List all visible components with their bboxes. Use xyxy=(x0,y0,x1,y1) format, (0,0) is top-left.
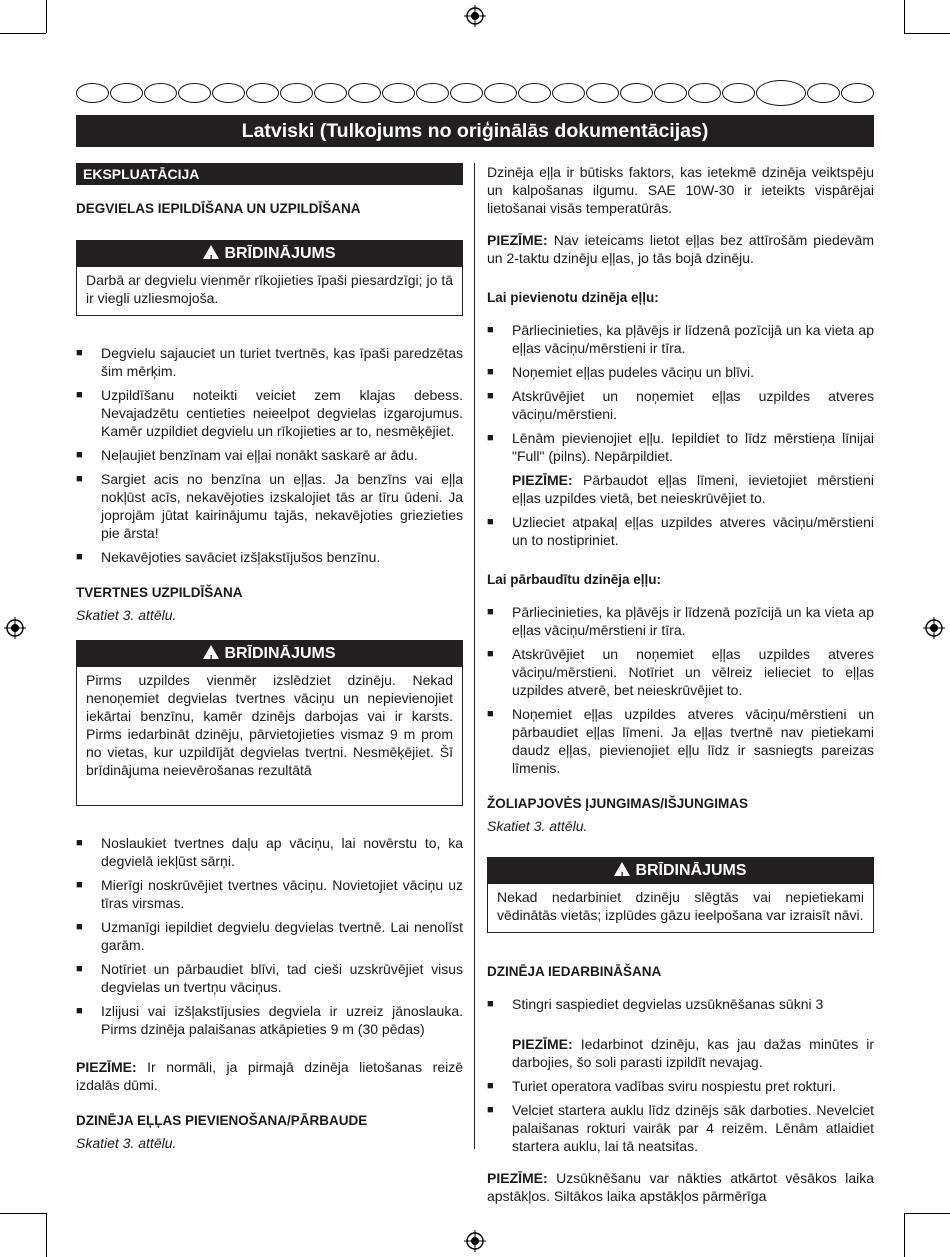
list-item: ■ Notīriet un pārbaudiet blīvi, tad cieši uzskrūvējiet visus degvielas un tvertņu vāciņus. xyxy=(76,960,463,996)
subheading: ŽOLIAPJOVĖS ĮJUNGIMAS/IŠJUNGIMAS xyxy=(487,796,749,811)
note xyxy=(512,471,874,507)
note-text: Nav ieteicams lietot eļļas bez attīrošām piedevām un 2-taktu dzinēju eļļas, jo tās bojā dzinēju. xyxy=(487,232,874,266)
list-item: ■ Nekavējoties savāciet izšļakstījušos benzīnu. xyxy=(76,548,463,566)
list-item: ■ Noņemiet eļļas uzpildes atveres vāciņu/mērstieni un pārbaudiet eļļas līmeni. Ja eļļas tvertnē nav pietiekami daudz eļļas, pievienojiet eļļu līdz ir sasniegts pareizas līmenis. xyxy=(487,705,874,777)
right-column xyxy=(487,163,874,1219)
subheading: TVERTNES UZPILDĪŠANA xyxy=(76,585,243,600)
language-tabs xyxy=(76,81,874,105)
list-item: ■ Mierīgi noskrūvējiet tvertnes vāciņu. Novietojiet vāciņu uz tīras virsmas. xyxy=(76,876,463,912)
bullet-list xyxy=(487,603,874,777)
language-tab xyxy=(518,83,551,103)
language-tab xyxy=(76,83,109,103)
note xyxy=(487,231,874,267)
warning-box xyxy=(76,240,463,316)
crop-mark xyxy=(46,1213,47,1257)
warning-icon xyxy=(203,645,219,659)
list-item: ■ Pārliecinieties, ka pļāvējs ir līdzenā pozīcijā un ka vieta ap eļļas vāciņu/mērstieni ir tīra. xyxy=(487,321,874,357)
crop-mark xyxy=(0,1213,46,1214)
language-tab xyxy=(688,83,721,103)
crop-mark xyxy=(904,0,905,33)
section-heading: EKSPLUATĀCIJA xyxy=(76,163,463,185)
language-tab xyxy=(280,83,313,103)
list-item: ■ Uzmanīgi iepildiet degvielu degvielas tvertnē. Lai nenolīst garām. xyxy=(76,918,463,954)
crop-mark xyxy=(0,33,46,34)
list-item: ■ Atskrūvējiet un noņemiet eļļas uzpildes atveres vāciņu/mērstieni. Notīriet un vēlreiz ielieciet to eļļas uzpildes atverē, bet neieskrūvējiet to. xyxy=(487,645,874,699)
crop-mark xyxy=(904,1213,950,1214)
warning-label: BRĪDINĀJUMS xyxy=(224,645,336,662)
left-column xyxy=(76,163,463,1168)
note-label: PIEZĪME: xyxy=(487,1170,548,1186)
list-item: ■ Degvielu sajauciet un turiet tvertnēs, kas īpaši paredzētas šim mērķim. xyxy=(76,344,463,380)
warning-header xyxy=(488,858,873,884)
language-tab xyxy=(246,83,279,103)
language-tab xyxy=(314,83,347,103)
note-label: PIEZĪME: xyxy=(76,1059,137,1075)
list-item: ■ Sargiet acis no benzīna un eļļas. Ja benzīns vai eļļa nokļūst acīs, nekavējoties izskalojiet tās ar tīru ūdeni. Ja joprojām jūtat kairinājumu tajās, nekavējoties griezieties pie ārsta! xyxy=(76,470,463,542)
language-tab xyxy=(552,83,585,103)
registration-mark-icon xyxy=(4,617,26,639)
bullet-list xyxy=(76,834,463,1038)
figure-reference: Skatiet 3. attēlu. xyxy=(76,607,177,623)
page-title: Latviski (Tulkojums no oriģinālās dokumentācijas) xyxy=(76,115,874,147)
figure-reference: Skatiet 3. attēlu. xyxy=(487,818,588,834)
warning-icon xyxy=(614,862,630,876)
note-text: Pārbaudot eļļas līmeni, ievietojiet mērstieni eļļas uzpildes vietā, bet neieskrūvējiet to. xyxy=(512,472,874,506)
list-item-text: Lēnām pievienojiet eļļu. Iepildiet to līdz mērstieņa līnijai "Full" (pilns). Nepārpildiet. xyxy=(512,430,874,464)
warning-text: Darbā ar degvielu vienmēr rīkojieties īpaši piesardzīgi; jo tā ir viegli uzliesmojoša. xyxy=(86,272,453,306)
list-item: ■ Noņemiet eļļas pudeles vāciņu un blīvi. xyxy=(487,363,874,381)
subheading: Lai pārbaudītu dzinēja eļļu: xyxy=(487,572,662,587)
bullet-list xyxy=(487,995,874,1155)
language-tab xyxy=(348,83,381,103)
warning-icon xyxy=(203,245,219,259)
language-tab xyxy=(144,83,177,103)
warning-header xyxy=(77,641,462,667)
list-item: ■ Turiet operatora vadības sviru nospiestu pret rokturi. xyxy=(487,1077,874,1095)
language-tab xyxy=(586,83,619,103)
language-tab xyxy=(178,83,211,103)
language-tab xyxy=(382,83,415,103)
note xyxy=(76,1058,463,1094)
crop-mark xyxy=(904,1213,905,1257)
language-tab xyxy=(807,83,840,103)
warning-header xyxy=(77,241,462,267)
list-item: ■ Uzpildīšanu noteikti veiciet zem klajas debess. Nevajadzētu centieties neieelpot degvielas izgarojumus. Kamēr uzpildiet degvielu un rīkojieties ar to, nesmēķējiet. xyxy=(76,386,463,440)
language-tab xyxy=(620,83,653,103)
paragraph: Dzinēja eļļa ir būtisks faktors, kas ietekmē dzinēja veiktspēju un kalpošanas ilgumu. SAE 10W-30 ir ieteikts vispārējai lietošanai visās temperatūrās. xyxy=(487,164,874,216)
column-divider xyxy=(474,163,475,1149)
language-tab xyxy=(484,83,517,103)
language-tab xyxy=(654,83,687,103)
list-item: ■ Uzlieciet atpakaļ eļļas uzpildes atveres vāciņu/mērstieni un to nostipriniet. xyxy=(487,513,874,549)
registration-mark-icon xyxy=(464,1230,486,1252)
list-item: ■ Atskrūvējiet un noņemiet eļļas uzpildes atveres vāciņu/mērstieni. xyxy=(487,387,874,423)
list-item xyxy=(487,995,874,1071)
note-text: Ir normāli, ja pirmajā dzinēja lietošanas reizē izdalās dūmi. xyxy=(76,1059,463,1093)
bullet-list xyxy=(76,344,463,566)
language-tab xyxy=(450,83,483,103)
note-label: PIEZĪME: xyxy=(487,232,548,248)
warning-label: BRĪDINĀJUMS xyxy=(635,862,747,879)
note-text: Uzsūknēšanu var nākties atkārtot vēsākos laika apstākļos. Siltākos laika apstākļos pārmērīga xyxy=(487,1170,874,1204)
language-tab xyxy=(841,83,874,103)
warning-text: Nekad nedarbiniet dzinēju slēgtās vai nepietiekami vēdinātās vietās; izplūdes gāzu ieelpošana var izraisīt nāvi. xyxy=(497,889,864,923)
list-item: ■ Izlijusi vai izšļakstījusies degviela ir uzreiz jānoslauka. Pirms dzinēja palaišanas atkāpieties 9 m (30 pēdas) xyxy=(76,1002,463,1038)
language-tab xyxy=(416,83,449,103)
note xyxy=(512,1035,874,1071)
warning-box xyxy=(487,857,874,933)
subheading: DZINĒJA IEDARBINĀŠANA xyxy=(487,964,662,979)
list-item: ■ Noslaukiet tvertnes daļu ap vāciņu, lai novērstu to, ka degvielā iekļūst sārņi. xyxy=(76,834,463,870)
note xyxy=(487,1169,874,1205)
crop-mark xyxy=(46,0,47,33)
figure-reference: Skatiet 3. attēlu. xyxy=(76,1135,177,1151)
registration-mark-icon xyxy=(464,5,486,27)
warning-text: Pirms uzpildes vienmēr izslēdziet dzinēju. Nekad nenoņemiet degvielas tvertnes vāciņu un nepievienojiet iekārtai benzīnu, kamēr dzinējs darbojas vai ir karsts. Pirms iedarbināt dzinēju, pārvietojieties vismaz 9 m prom no vietas, kur uzpildījāt degvielas tvertni. Nesmēķējiet. Šī brīdinājuma neievērošanas rezultātā xyxy=(86,672,453,778)
note-label: PIEZĪME: xyxy=(512,472,573,488)
list-item: ■ Neļaujiet benzīnam vai eļļai nonākt saskarē ar ādu. xyxy=(76,446,463,464)
note-label: PIEZĪME: xyxy=(512,1036,573,1052)
language-tab-active xyxy=(756,80,806,106)
subheading: DEGVIELAS IEPILDĪŠANA UN UZPILDĪŠANA xyxy=(76,201,361,216)
bullet-list xyxy=(487,321,874,549)
language-tab xyxy=(110,83,143,103)
list-item xyxy=(487,429,874,507)
list-item: ■ Pārliecinieties, ka pļāvējs ir līdzenā pozīcijā un ka vieta ap eļļas vāciņu/mērstieni ir tīra. xyxy=(487,603,874,639)
subheading: DZINĒJA EĻĻAS PIEVIENOŠANA/PĀRBAUDE xyxy=(76,1113,368,1128)
language-tab xyxy=(722,83,755,103)
list-item: ■ Velciet startera auklu līdz dzinējs sāk darboties. Nevelciet palaišanas rokturi vairāk par 4 reizēm. Lēnām atlaidiet startera auklu, lai tā neatsitas. xyxy=(487,1101,874,1155)
note-text: Iedarbinot dzinēju, kas jau dažas minūtes ir darbojies, šo soli parasti izpildīt nevajag. xyxy=(512,1036,874,1070)
warning-label: BRĪDINĀJUMS xyxy=(224,245,336,262)
crop-mark xyxy=(904,33,950,34)
warning-box xyxy=(76,640,463,806)
registration-mark-icon xyxy=(923,617,945,639)
subheading: Lai pievienotu dzinēja eļļu: xyxy=(487,290,659,305)
language-tab xyxy=(212,83,245,103)
list-item-text: Stingri saspiediet degvielas uzsūknēšanas sūkni 3 xyxy=(512,996,824,1012)
